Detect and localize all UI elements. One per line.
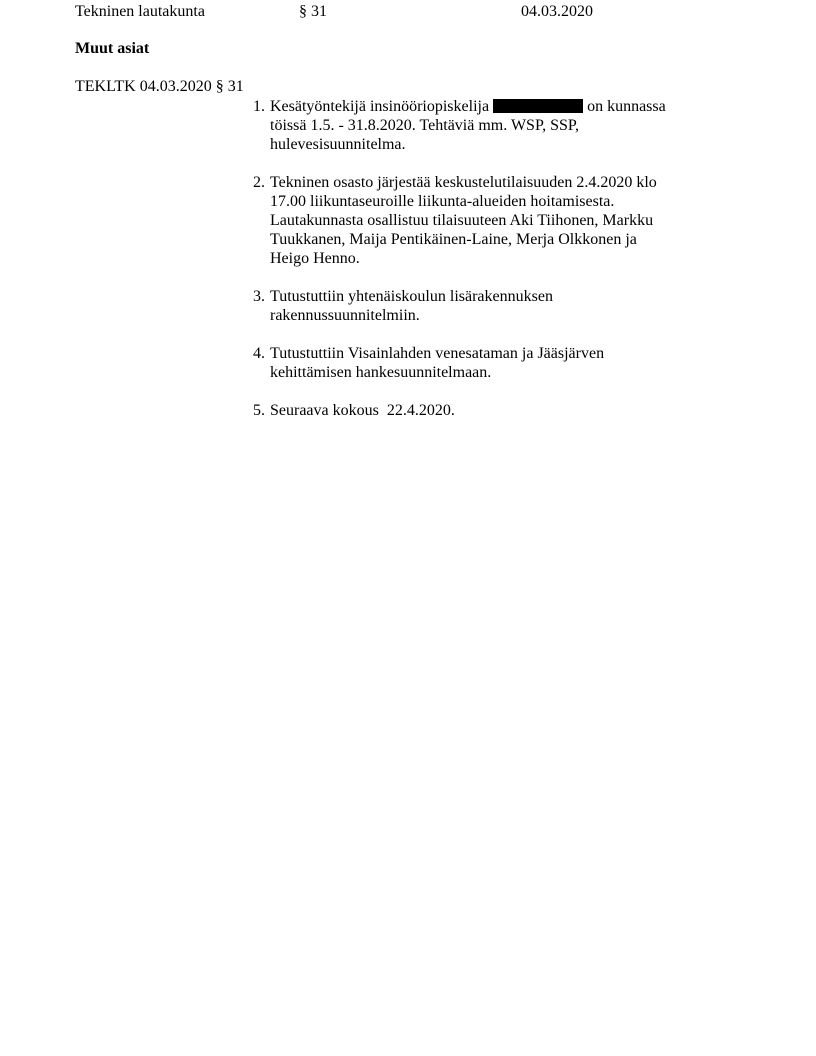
list-item-number: 5.: [253, 402, 265, 419]
list-item-text: [270, 401, 693, 420]
list-item-line: [270, 306, 693, 325]
section-title: Muut asiat: [75, 40, 150, 57]
list-item-number: 3.: [253, 288, 265, 305]
text-segment: hulevesisuunnitelma.: [270, 136, 406, 153]
text-segment: rakennussuunnitelmiin.: [270, 307, 420, 324]
list-item: [253, 344, 693, 382]
list-item-line: [270, 249, 693, 268]
list-item-line: [270, 287, 693, 306]
list-item-number: 2.: [253, 174, 265, 191]
list-item-text: [270, 344, 693, 382]
list-item: [253, 97, 693, 154]
list-item-line: [270, 135, 693, 154]
text-segment: kehittämisen hankesuunnitelmaan.: [270, 364, 492, 381]
text-segment: Seuraava kokous 22.4.2020.: [270, 402, 455, 419]
text-segment: Heigo Henno.: [270, 250, 360, 267]
text-segment: Tutustuttiin Visainlahden venesataman ja Jääsjärven: [270, 345, 605, 362]
text-segment: Tutustuttiin yhtenäiskoulun lisärakennuksen: [270, 288, 553, 305]
list-item: [253, 173, 693, 268]
header-committee: Tekninen lautakunta: [75, 3, 205, 20]
section-reference: TEKLTK 04.03.2020 § 31: [75, 78, 244, 95]
text-segment: Tuukkanen, Maija Pentikäinen-Laine, Merja Olkkonen ja: [270, 231, 637, 248]
text-segment: on kunnassa: [583, 98, 666, 115]
list-item-line: [270, 192, 693, 211]
redaction-box: [493, 99, 583, 113]
list-item-line: [270, 97, 693, 116]
list-item-line: [270, 173, 693, 192]
list-item-text: [270, 97, 693, 154]
list-item-text: [270, 287, 693, 325]
header-section-number: § 31: [299, 3, 327, 20]
text-segment: töissä 1.5. - 31.8.2020. Tehtäviä mm. WSP, SSP,: [270, 117, 579, 134]
list-item-line: [270, 211, 693, 230]
list-item-line: [270, 230, 693, 249]
list-item-line: [270, 116, 693, 135]
list-item: [253, 287, 693, 325]
text-segment: Kesätyöntekijä insinööriopiskelija: [270, 98, 494, 115]
text-segment: 17.00 liikuntaseuroille liikunta-alueiden hoitamisesta.: [270, 193, 615, 210]
header-date: 04.03.2020: [521, 3, 593, 20]
list-item-number: 1.: [253, 98, 265, 115]
numbered-list: [253, 97, 693, 420]
text-segment: Lautakunnasta osallistuu tilaisuuteen Aki Tiihonen, Markku: [270, 212, 654, 229]
list-item-number: 4.: [253, 345, 265, 362]
list-item-line: [270, 363, 693, 382]
text-segment: Tekninen osasto järjestää keskustelutilaisuuden 2.4.2020 klo: [270, 174, 657, 191]
list-item-text: [270, 173, 693, 268]
list-item-line: [270, 401, 693, 420]
list-item-line: [270, 344, 693, 363]
list-item: [253, 401, 693, 420]
